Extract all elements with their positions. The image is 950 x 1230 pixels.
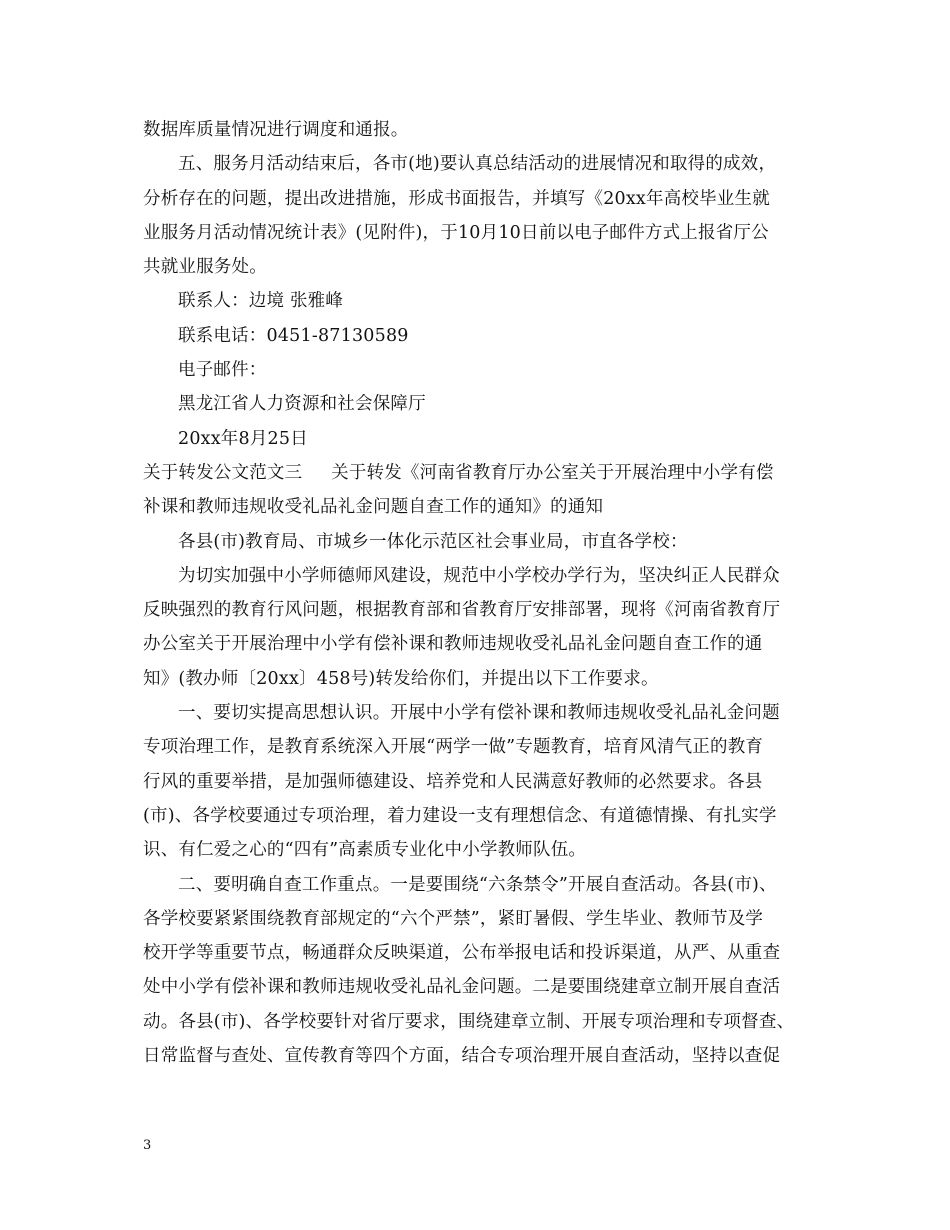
section-title-line: 补课和教师违规收受礼品礼金问题自查工作的通知》的通知 xyxy=(143,497,604,518)
issuer-line: 黑龙江省人力资源和社会保障厅 xyxy=(178,394,426,415)
date-line: 20xx年8月25日 xyxy=(178,428,308,449)
text-line: 处中小学有偿补课和教师违规收受礼品礼金问题。二是要围绕建章立制开展自查活 xyxy=(143,977,781,998)
contact-email-line: 电子邮件： xyxy=(178,360,267,381)
text-line: 一、要切实提高思想认识。开展中小学有偿补课和教师违规收受礼品礼金问题 xyxy=(178,703,780,724)
text-line: 专项治理工作，是教育系统深入开展“两学一做”专题教育，培育风清气正的教育 xyxy=(143,737,764,758)
text-line: 业服务月活动情况统计表》(见附件)，于10月10日前以电子邮件方式上报省厅公 xyxy=(143,222,769,243)
text-line: 校开学等重要节点，畅通群众反映渠道，公布举报电话和投诉渠道，从严、从重查 xyxy=(143,943,781,964)
text-line: 动。各县(市)、各学校要针对省厅要求，围绕建章立制、开展专项治理和专项督查、 xyxy=(143,1011,795,1032)
contact-person-line: 联系人：边境 张雅峰 xyxy=(178,291,344,312)
text-line: 识、有仁爱之心的“四有”高素质专业化中小学教师队伍。 xyxy=(143,840,587,861)
text-line: 分析存在的问题，提出改进措施，形成书面报告，并填写《20xx年高校毕业生就 xyxy=(143,188,770,209)
text-line: 共就业服务处。 xyxy=(143,257,267,278)
text-line: 反映强烈的教育行风问题，根据教育部和省教育厅安排部署，现将《河南省教育厅 xyxy=(143,600,781,621)
contact-phone-line: 联系电话：0451-87130589 xyxy=(178,325,409,346)
text-line: 行风的重要举措，是加强师德建设、培养党和人民满意好教师的必然要求。各县 xyxy=(143,771,763,792)
text-line: 各学校要紧紧围绕教育部规定的“六个严禁”，紧盯暑假、学生毕业、教师节及学 xyxy=(143,908,764,929)
text-line: 二、要明确自查工作重点。一是要围绕“六条禁令”开展自查活动。各县(市)、 xyxy=(178,874,777,895)
text-line: 为切实加强中小学师德师风建设，规范中小学校办学行为，坚决纠正人民群众 xyxy=(178,565,780,586)
text-line: (市)、各学校要通过专项治理，着力建设一支有理想信念、有道德情操、有扎实学 xyxy=(143,805,777,826)
text-line: 办公室关于开展治理中小学有偿补课和教师违规收受礼品礼金问题自查工作的通 xyxy=(143,634,763,655)
page-number: 3 xyxy=(143,1138,152,1153)
section-title-line: 关于转发公文范文三 关于转发《河南省教育厅办公室关于开展治理中小学有偿 xyxy=(143,462,774,483)
text-line: 知》(教办师〔20xx〕458号)转发给你们，并提出以下工作要求。 xyxy=(143,668,659,689)
text-line: 数据库质量情况进行调度和通报。 xyxy=(143,120,409,140)
salutation-line: 各县(市)教育局、市城乡一体化示范区社会事业局，市直各学校： xyxy=(178,531,688,552)
text-line: 日常监督与查处、宣传教育等四个方面，结合专项治理开展自查活动，坚持以查促 xyxy=(143,1046,781,1067)
text-line: 五、服务月活动结束后，各市(地)要认真总结活动的进展情况和取得的成效， xyxy=(178,154,777,175)
document-body xyxy=(143,113,823,1073)
